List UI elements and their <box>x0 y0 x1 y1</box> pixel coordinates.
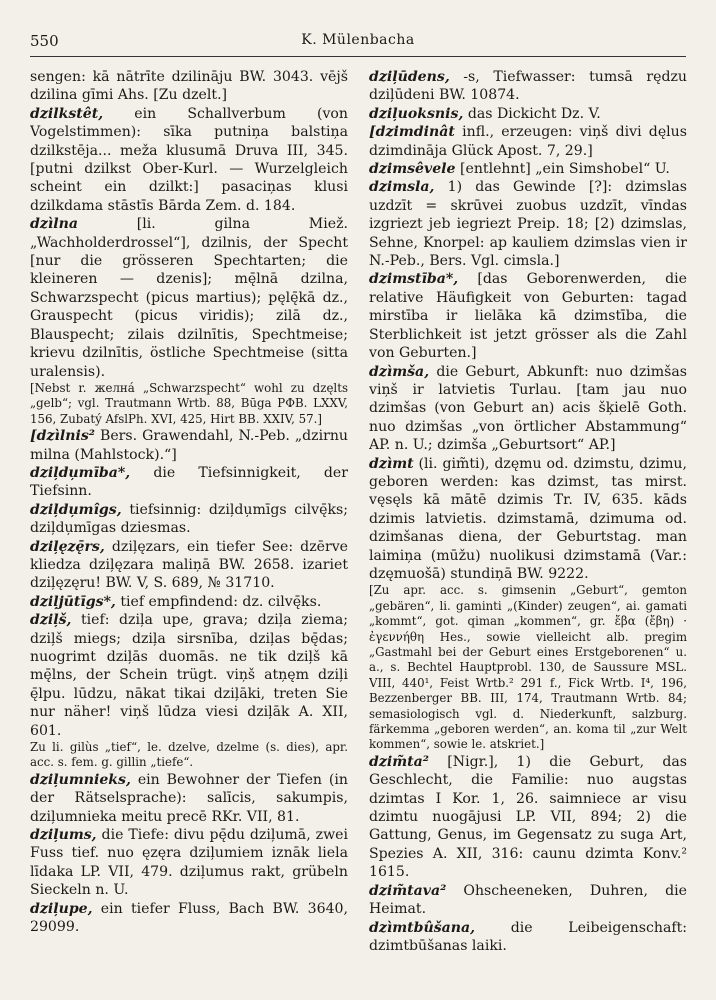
entry-definition: dziļęzars, ein tiefer See: dzērve kliedza dziļęzara maliņā BW. 2658. izariet dziļęzęru! BW. V, S. 689, № 31710. <box>30 538 348 592</box>
dictionary-entry <box>30 105 348 215</box>
entry-definition: [li. gilna Miež. „Wachholderdrossel“], dzilnis, der Specht [nur die grösseren Spechtarten; die kleineren — dzenis]; mę̄lnā dzilna, Schwarzspecht (picus martius); pęlę̄kā dz., Grauspecht (picus viridis); zilā dz., Blauspecht; zilais dzilnītis, Spechtmeise; krievu dzilnītis, östliche Spechtmeise (sitta uralensis). <box>30 216 348 380</box>
entry-headword: dziļupe, <box>30 900 93 917</box>
entry-definition: [entlehnt] „ein Simshobel“ U. <box>455 161 670 178</box>
dictionary-entry <box>369 105 687 123</box>
dictionary-entry <box>30 771 348 826</box>
entry-headword: dzìmša, <box>369 363 430 380</box>
dictionary-entry <box>369 919 687 956</box>
entry-headword: dzìmt <box>369 455 414 472</box>
entry-definition: Ohscheeneken, Duhren, die Heimat. <box>369 882 687 918</box>
entry-headword: [dzimdinât <box>369 124 455 141</box>
dictionary-entry <box>369 882 687 919</box>
entry-definition: 1) das Gewinde [?]: dzimslas uzdzīt = skrūvei zuobus uzdzīt, vīndas izgriezt jeb iegriezt Preip. 18; [2) dzimslas, Sehne, Knorpel: ap kauliem dzimslas vien ir N.-Peb., Bers. Vgl. cimsla.] <box>369 179 687 270</box>
right-column <box>369 68 687 993</box>
dictionary-entry <box>30 538 348 593</box>
entry-definition: [das Geborenwerden, die relative Häufigkeit von Geburten: tagad mirstība ir lielāka kā dzimstība, die Sterblichkeit ist jetzt grösser als die Zahl von Geburten.] <box>369 271 687 362</box>
etymology-note: Zu li. gilùs „tief“, le. dzelve, dzelme (s. dies), apr. acc. s. fem. g. gillin „tiefe“. <box>30 740 348 770</box>
entry-continuation: sengen: kā nātrīte dzilināju BW. 3043. vējš dzilina gīmi Ahs. [Zu dzelt.] <box>30 69 348 104</box>
entry-headword: dzìlna <box>30 216 78 233</box>
entry-headword: dziļumnieks, <box>30 771 131 788</box>
entry-headword: dzìmtbûšana, <box>369 919 476 936</box>
entry-headword: dziļjūtīgs*, <box>30 593 116 610</box>
entry-headword: dzimsêvele <box>369 161 456 178</box>
entry-definition: tief empfindend: dz. cilvę̄ks. <box>115 593 322 610</box>
dictionary-entry <box>369 68 687 105</box>
entry-definition: die Tiefe: divu pę̄du dziļumā, zwei Fuss tief. nuo ęzęra dziļumiem iznāk liela līdaka LP. VII, 479. dziļumus rakt, grübeln Sieckeln n. U. <box>30 827 348 899</box>
entry-headword: dziļdu̦mība*, <box>30 464 131 481</box>
dictionary-entry <box>369 753 687 882</box>
entry-headword: dziļš, <box>30 612 72 629</box>
dictionary-entry <box>30 464 348 501</box>
entry-headword: dziļums, <box>30 827 97 844</box>
dictionary-entry <box>369 160 687 178</box>
entry-definition: (li. gim̃ti), dzęmu od. dzimstu, dzimu, geboren werden: kas dzimst, tas mirst. vęsęls kā mātē dzimis Tr. IV, 635. kāds dzimis latvietis. dzimstamā, dzimuma od. dzimšanas diena, der Geburtstag. man laimiņa (mūžu) nuolikusi dzimstamā (Var.: dzęmuošā) stundiņā BW. 9222. <box>369 455 687 582</box>
dictionary-entry <box>369 123 687 160</box>
page-number: 550 <box>30 32 59 50</box>
entry-definition: tief: dziļa upe, grava; dziļa ziema; dziļš miegs; dziļa sirsnība, dziļas bę̄das; nuogrimt dziļās duomās. ne tik dziļš kā mę̄lns, der Schein trügt. viņš atņęm dziļi ę̄lpu. lūdzu, nākat tikai dziļāki, treten Sie nur näher! viņš lūdza viesi dziļāk A. XII, 601. <box>30 612 348 739</box>
left-column <box>30 68 348 993</box>
entry-definition: tiefsinnig: dziļdu̦mīgs cilvę̄ks; dziļdu̦mīgas dziesmas. <box>30 501 348 537</box>
entry-headword: dziļęzę̄rs, <box>30 538 105 555</box>
entry-headword: dziļdu̦mîgs, <box>30 501 122 518</box>
entry-definition: ein Schallverbum (von Vogelstimmen): sīka putniņa balstiņa dzilkstēja... meža klusumā Druva III, 345. [putni dzilkst Ober-Kurl. — Wurzelgleich scheint ein dzilkt:] pasaciņas klusi dzilkdama stāstīs Bārda Zem. d. 184. <box>30 105 348 214</box>
entry-definition: [Nigr.], 1) die Geburt, das Geschlecht, die Familie: nuo augstas dzimtas I Kor. 1, 26. saimniece ar visu dzimtu nuogājusi LP. VII, 894; 2) die Gattung, Genus, im Gegensatz zu suga Art, Spezies A. XII, 316: caunu dzimta Konv.² 1615. <box>369 753 687 881</box>
entry-headword: dzim̃ta² <box>369 753 429 770</box>
entry-headword: dzimstība*, <box>369 271 459 288</box>
entry-headword: dzilkstêt, <box>30 105 104 122</box>
dictionary-entry <box>30 501 348 538</box>
dictionary-entry <box>30 427 348 464</box>
etymology-note: [Zu apr. acc. s. gimsenin „Geburt“, gemton „gebären“, li. gaminti „(Kinder) zeugen“, ai. gamati „kommt“, got. qiman „kommen“, gr. ἔβα (ἔβη) · ἐγεννήθη Hes., sowie vielleicht alb. pregim „Gastmahl bei der Geburt eines Erstgeborenen“ u. a., s. Bechtel Hauptprobl. 130, de Saussure MSL. VIII, 440¹, Feist Wrtb.² 291 f., Fick Wrtb. I⁴, 196, Bezzenberger BB. III, 174, Trautmann Wrtb. 84; semasiologisch vgl. d. Niederkunft, salzburg. färkemma „geboren werden“, an. koma til „zur Welt kommen“, sowie le. atskriet.] <box>369 583 687 752</box>
running-head <box>30 32 686 57</box>
dictionary-entry <box>30 611 348 740</box>
running-title: K. Mülenbacha <box>301 32 415 48</box>
dictionary-entry <box>369 178 687 270</box>
etymology-note: [Nebst r. желнá „Schwarzspecht“ wohl zu dzęlts „gelb“; vgl. Trautmann Wrtb. 88, Būga РФВ. LXXV, 156, Zubatý AfslPh. XVI, 425, Hirt BB. XXIV, 57.] <box>30 380 348 426</box>
entry-headword: dzimsla, <box>369 179 435 196</box>
dictionary-entry <box>369 363 687 455</box>
dictionary-entry <box>30 826 348 900</box>
entry-headword: [dzìlnis² <box>30 428 95 445</box>
entry-definition: die Tiefsinnigkeit, der Tiefsinn. <box>30 464 348 500</box>
dictionary-entry <box>369 270 687 362</box>
entry-definition: Bers. Grawendahl, N.-Peb. „dzirnu milna (Mahlstock).“] <box>30 428 348 463</box>
entry-definition: ein Bewohner der Tiefen (in der Rätselsprache): salīcis, sakumpis, dziļumnieka meitu precē RKr. VII, 81. <box>30 771 348 825</box>
entry-headword: dzim̃tava² <box>369 882 447 899</box>
entry-headword: dziļuoksnis, <box>369 105 464 122</box>
entry-definition: infl., erzeugen: viņš divi dęlus dzimdināja Glück Apost. 7, 29.] <box>369 124 687 159</box>
dictionary-entry <box>30 215 348 381</box>
entry-definition: -s, Tiefwasser: tumsā rędzu dziļūdeni BW. 10874. <box>369 69 687 104</box>
dictionary-entry <box>369 455 687 584</box>
entry-definition: die Geburt, Abkunft: nuo dzimšas viņš ir latvietis Turlau. [tam jau nuo dzimšas (von Geburt an) acis šķielē Goth. nuo dzimšas „von örtlicher Abstammung“ AP. n. U.; dzimša „Geburtsort“ AP.] <box>369 363 687 454</box>
entry-definition: das Dickicht Dz. V. <box>463 105 601 122</box>
entry-definition: ein tiefer Fluss, Bach BW. 3640, 29099. <box>30 900 348 936</box>
entry-definition: die Leibeigenschaft: dzimtbūšanas laiki. <box>369 919 687 954</box>
dictionary-entry <box>30 593 348 611</box>
entry-headword: dziļūdens, <box>369 69 450 85</box>
dictionary-entry <box>30 900 348 937</box>
